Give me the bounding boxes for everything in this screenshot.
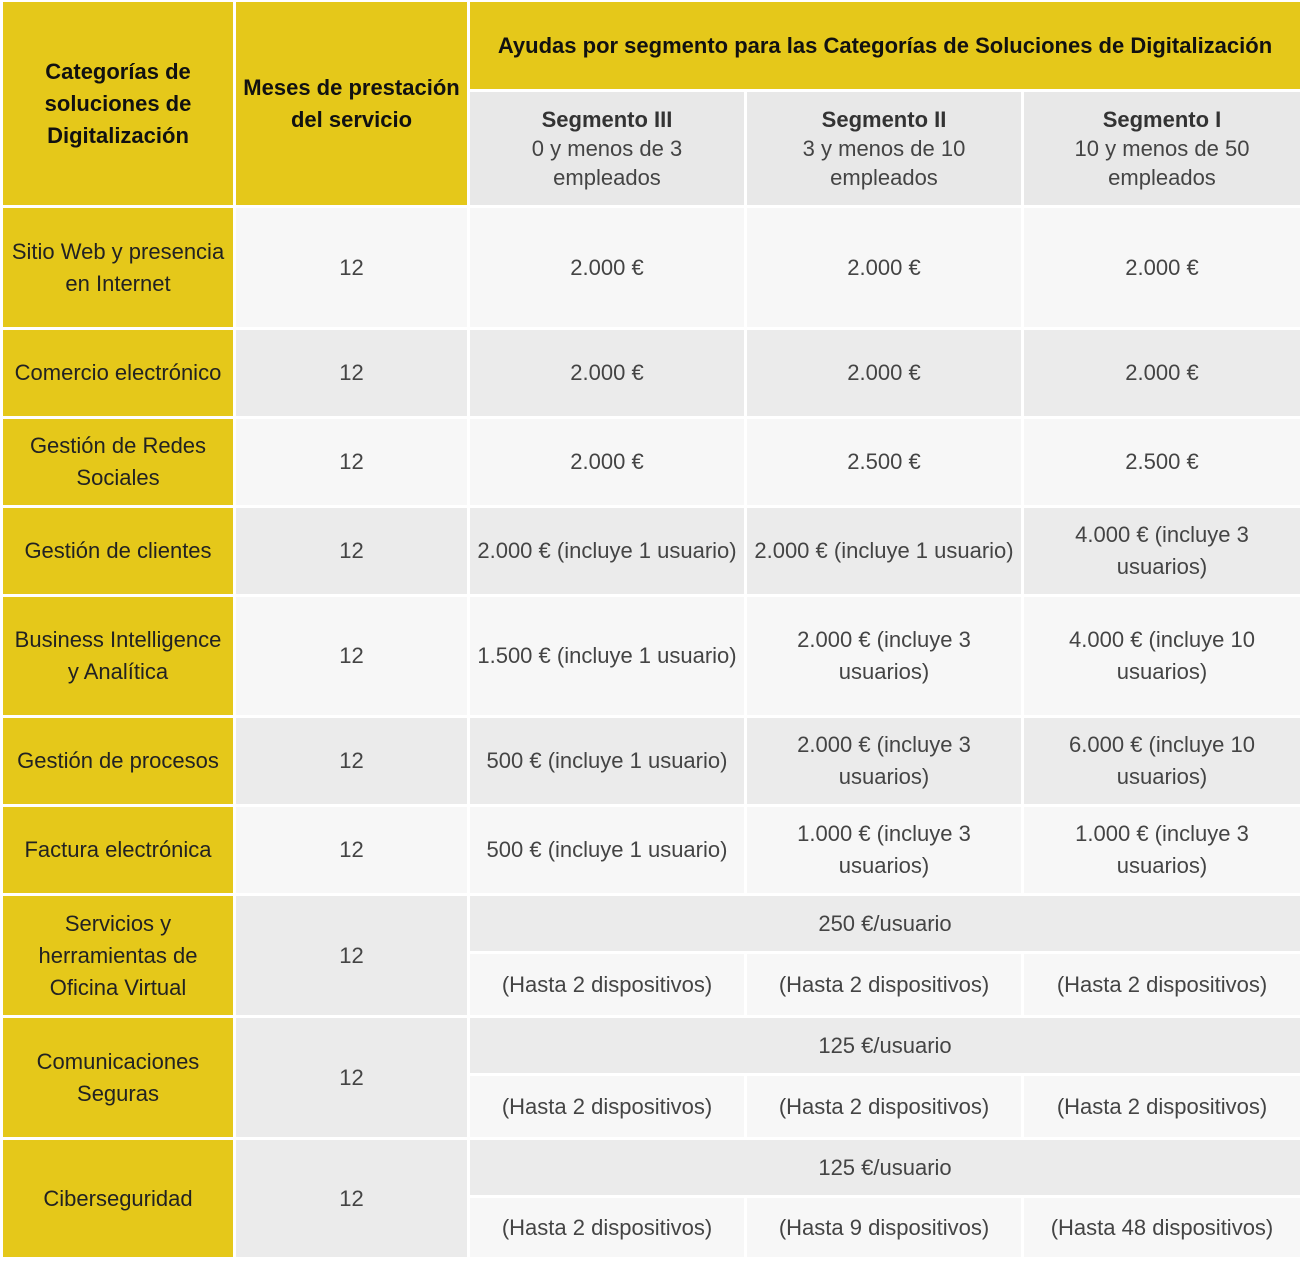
category-cell: Gestión de Redes Sociales: [3, 419, 233, 505]
seg1-cell: 2.000 €: [1024, 208, 1300, 327]
segment-desc: 0 y menos de 3 empleados: [531, 136, 683, 190]
seg3-cell: 500 € (incluye 1 usuario): [470, 807, 744, 893]
header-segment-2: [747, 92, 1021, 205]
seg2-cell: 2.000 € (incluye 1 usuario): [747, 508, 1021, 594]
table-row: [3, 896, 1300, 951]
seg3-cell: 2.000 € (incluye 1 usuario): [470, 508, 744, 594]
table-row: [3, 1140, 1300, 1195]
segment-desc: 3 y menos de 10 empleados: [802, 136, 966, 190]
category-cell: Factura electrónica: [3, 807, 233, 893]
table-row: [3, 330, 1300, 416]
seg3-cell: 2.000 €: [470, 208, 744, 327]
months-cell: 12: [236, 597, 467, 715]
seg2-cell: (Hasta 2 dispositivos): [747, 1076, 1021, 1137]
months-cell: 12: [236, 718, 467, 804]
seg1-cell: 4.000 € (incluye 10 usuarios): [1024, 597, 1300, 715]
category-cell: Ciberseguridad: [3, 1140, 233, 1257]
seg1-cell: (Hasta 2 dispositivos): [1024, 1076, 1300, 1137]
category-cell: Comunicaciones Seguras: [3, 1018, 233, 1137]
table-row: [3, 807, 1300, 893]
category-cell: Comercio electrónico: [3, 330, 233, 416]
months-cell: 12: [236, 807, 467, 893]
header-months: Meses de prestación del servicio: [236, 2, 467, 205]
months-cell: 12: [236, 1140, 467, 1257]
seg1-cell: 1.000 € (incluye 3 usuarios): [1024, 807, 1300, 893]
table-row: [3, 419, 1300, 505]
table-row: [3, 508, 1300, 594]
price-cell: 125 €/usuario: [470, 1140, 1300, 1195]
price-cell: 250 €/usuario: [470, 896, 1300, 951]
header-category: Categorías de soluciones de Digitalización: [3, 2, 233, 205]
seg2-cell: 2.000 € (incluye 3 usuarios): [747, 597, 1021, 715]
seg2-cell: (Hasta 9 dispositivos): [747, 1198, 1021, 1257]
seg3-cell: (Hasta 2 dispositivos): [470, 1198, 744, 1257]
seg1-cell: 4.000 € (incluye 3 usuarios): [1024, 508, 1300, 594]
months-cell: 12: [236, 1018, 467, 1137]
header-aids: Ayudas por segmento para las Categorías de Soluciones de Digitalización: [470, 2, 1300, 89]
seg1-cell: 2.500 €: [1024, 419, 1300, 505]
table-row: [3, 597, 1300, 715]
seg3-cell: 1.500 € (incluye 1 usuario): [470, 597, 744, 715]
seg2-cell: (Hasta 2 dispositivos): [747, 954, 1021, 1015]
seg1-cell: 2.000 €: [1024, 330, 1300, 416]
seg1-cell: (Hasta 48 dispositivos): [1024, 1198, 1300, 1257]
category-cell: Gestión de procesos: [3, 718, 233, 804]
seg2-cell: 2.500 €: [747, 419, 1021, 505]
category-cell: Business Intelligence y Analítica: [3, 597, 233, 715]
months-cell: 12: [236, 896, 467, 1015]
seg3-cell: 2.000 €: [470, 330, 744, 416]
table-row: [3, 1018, 1300, 1073]
seg3-cell: (Hasta 2 dispositivos): [470, 1076, 744, 1137]
segment-desc: 10 y menos de 50 empleados: [1074, 136, 1250, 190]
category-cell: Sitio Web y presencia en Internet: [3, 208, 233, 327]
category-cell: Gestión de clientes: [3, 508, 233, 594]
seg1-cell: 6.000 € (incluye 10 usuarios): [1024, 718, 1300, 804]
months-cell: 12: [236, 419, 467, 505]
seg3-cell: 500 € (incluye 1 usuario): [470, 718, 744, 804]
seg2-cell: 2.000 €: [747, 208, 1021, 327]
category-cell: Servicios y herramientas de Oficina Virtual: [3, 896, 233, 1015]
seg2-cell: 1.000 € (incluye 3 usuarios): [747, 807, 1021, 893]
price-cell: 125 €/usuario: [470, 1018, 1300, 1073]
seg3-cell: 2.000 €: [470, 419, 744, 505]
seg2-cell: 2.000 €: [747, 330, 1021, 416]
seg2-cell: 2.000 € (incluye 3 usuarios): [747, 718, 1021, 804]
header-segment-1: [1024, 92, 1300, 205]
table-row: [3, 208, 1300, 327]
seg3-cell: (Hasta 2 dispositivos): [470, 954, 744, 1015]
months-cell: 12: [236, 508, 467, 594]
segment-title: Segmento II: [821, 107, 947, 132]
table-row: [3, 718, 1300, 804]
seg1-cell: (Hasta 2 dispositivos): [1024, 954, 1300, 1015]
months-cell: 12: [236, 208, 467, 327]
segment-title: Segmento I: [1102, 107, 1222, 132]
segment-title: Segmento III: [541, 107, 673, 132]
months-cell: 12: [236, 330, 467, 416]
header-segment-3: [470, 92, 744, 205]
